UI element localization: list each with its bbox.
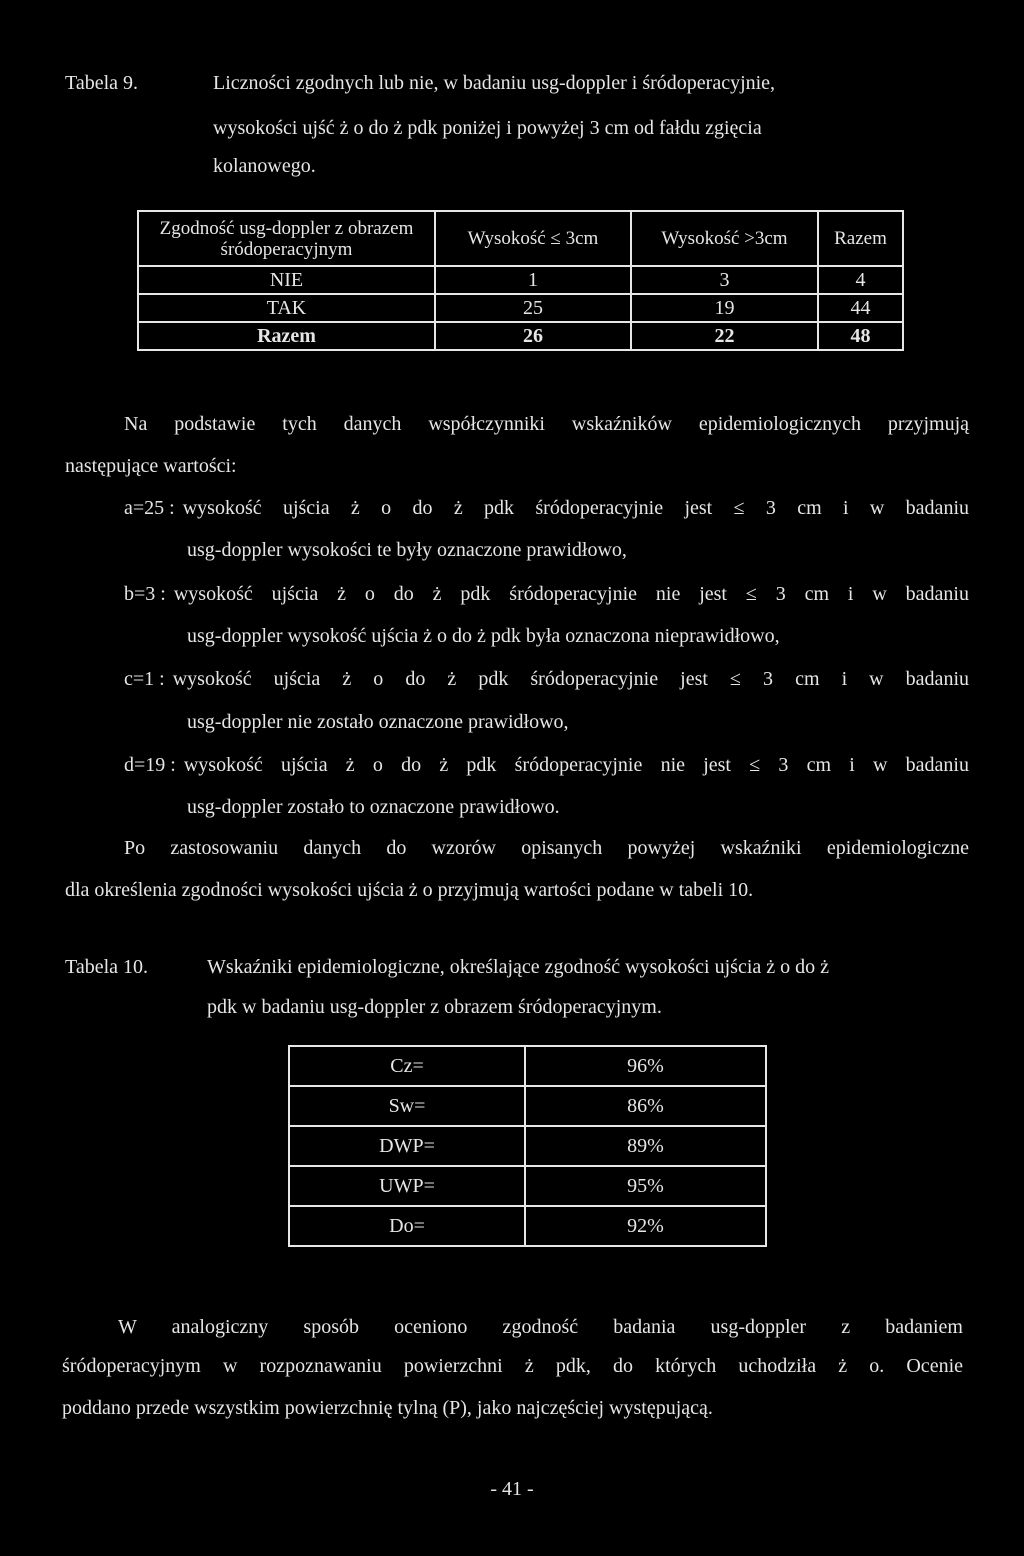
table-row — [138, 322, 903, 350]
definition-a — [124, 497, 969, 520]
table9-header-row — [138, 211, 903, 266]
definition-text: wysokość ujścia ż o do ż pdk śródoperacyjnie jest ≤ 3 cm i w badaniu — [182, 497, 969, 519]
table-row — [289, 1166, 766, 1206]
final-line: śródoperacyjnym w rozpoznawaniu powierzchni ż pdk, do których uchodziła ż o. Ocenie — [62, 1355, 963, 1377]
table9-cell: 3 — [631, 266, 818, 294]
definition-continuation: usg-doppler zostało to oznaczone prawidłowo. — [187, 796, 560, 818]
table9-cell: 44 — [818, 294, 903, 322]
table9-caption-line: Liczności zgodnych lub nie, w badaniu usg-doppler i śródoperacyjnie, — [213, 72, 776, 94]
after-line: dla określenia zgodności wysokości ujścia ż o przyjmują wartości podane w tabeli 10. — [65, 879, 754, 901]
definition-continuation: usg-doppler nie zostało oznaczone prawidłowo, — [187, 711, 569, 733]
table10-caption-line: pdk w badaniu usg-doppler z obrazem śródoperacyjnym. — [207, 996, 662, 1018]
intro-line: następujące wartości: — [65, 455, 237, 477]
table-row — [289, 1086, 766, 1126]
table10-cell: DWP= — [289, 1126, 525, 1166]
table9-caption-line: kolanowego. — [213, 155, 316, 177]
table10-cell: 96% — [525, 1046, 766, 1086]
table10-cell: 95% — [525, 1166, 766, 1206]
table10-cell: 89% — [525, 1126, 766, 1166]
table9-label: Tabela 9. — [65, 72, 139, 94]
table9-header-cell: Razem — [818, 211, 903, 266]
table10-label: Tabela 10. — [65, 956, 149, 978]
final-line: W analogiczny sposób oceniono zgodność badania usg-doppler z badaniem — [118, 1316, 963, 1338]
table9-cell: 1 — [435, 266, 631, 294]
table9-caption-line: wysokości ujść ż o do ż pdk poniżej i powyżej 3 cm od fałdu zgięcia — [213, 117, 762, 139]
table-row — [138, 294, 903, 322]
table9-cell: 22 — [631, 322, 818, 350]
definition-continuation: usg-doppler wysokości te były oznaczone prawidłowo, — [187, 539, 627, 561]
table9-header-cell: Wysokość ≤ 3cm — [435, 211, 631, 266]
table10-cell: UWP= — [289, 1166, 525, 1206]
definition-text: wysokość ujścia ż o do ż pdk śródoperacyjnie nie jest ≤ 3 cm i w badaniu — [183, 754, 969, 776]
table10-cell: 92% — [525, 1206, 766, 1246]
definition-key: b=3 : — [124, 583, 166, 605]
definition-key: c=1 : — [124, 668, 165, 690]
table10-cell: Sw= — [289, 1086, 525, 1126]
intro-line: Na podstawie tych danych współczynniki wskaźników epidemiologicznych przyjmują — [124, 413, 969, 435]
definition-d — [124, 754, 969, 777]
table10-cell: Cz= — [289, 1046, 525, 1086]
table9-cell: 4 — [818, 266, 903, 294]
after-line: Po zastosowaniu danych do wzorów opisanych powyżej wskaźniki epidemiologiczne — [124, 837, 969, 859]
table10-caption-line: Wskaźniki epidemiologiczne, określające zgodność wysokości ujścia ż o do ż — [207, 956, 830, 978]
page-number: - 41 - — [490, 1478, 534, 1500]
table9-cell: Razem — [138, 322, 435, 350]
definition-text: wysokość ujścia ż o do ż pdk śródoperacyjnie nie jest ≤ 3 cm i w badaniu — [173, 583, 969, 605]
definition-continuation: usg-doppler wysokość ujścia ż o do ż pdk była oznaczona nieprawidłowo, — [187, 625, 780, 647]
definition-b — [124, 583, 969, 606]
definition-key: a=25 : — [124, 497, 175, 519]
definition-key: d=19 : — [124, 754, 176, 776]
definition-text: wysokość ujścia ż o do ż pdk śródoperacyjnie jest ≤ 3 cm i w badaniu — [172, 668, 969, 690]
table10-cell: 86% — [525, 1086, 766, 1126]
final-line: poddano przede wszystkim powierzchnię tylną (P), jako najczęściej występującą. — [62, 1397, 713, 1419]
table9-cell: NIE — [138, 266, 435, 294]
table9-cell: 19 — [631, 294, 818, 322]
table9-cell: TAK — [138, 294, 435, 322]
table9-header-cell: Zgodność usg-doppler z obrazem śródoperacyjnym — [138, 211, 435, 266]
table9-cell: 26 — [435, 322, 631, 350]
table10 — [288, 1045, 767, 1247]
table10-cell: Do= — [289, 1206, 525, 1246]
definition-c — [124, 668, 969, 691]
table9-cell: 25 — [435, 294, 631, 322]
table-row — [289, 1126, 766, 1166]
table-row — [138, 266, 903, 294]
table-row — [289, 1046, 766, 1086]
table9-cell: 48 — [818, 322, 903, 350]
table9 — [137, 210, 904, 351]
table9-header-cell: Wysokość >3cm — [631, 211, 818, 266]
table-row — [289, 1206, 766, 1246]
